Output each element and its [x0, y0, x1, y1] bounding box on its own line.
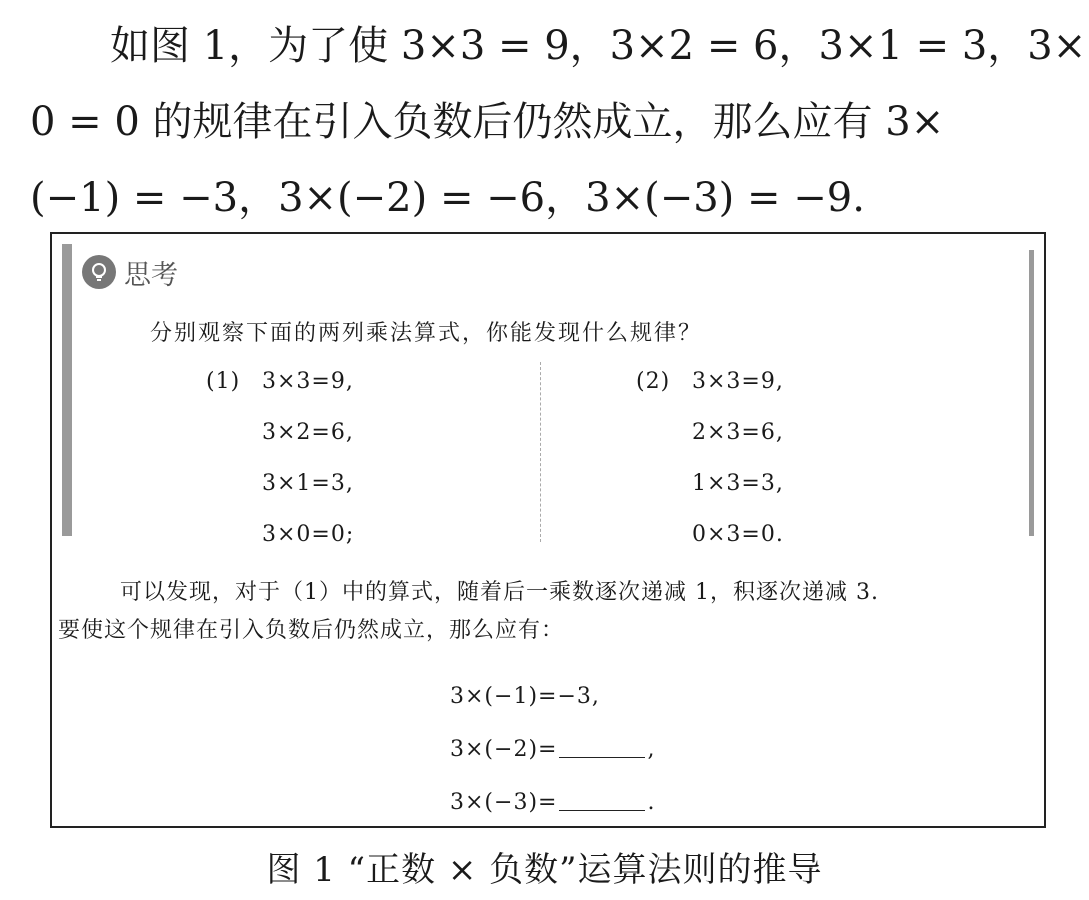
intro-line-2: 0 = 0 的规律在引入负数后仍然成立，那么应有 3× — [30, 99, 945, 145]
column-1-label: (1) — [206, 369, 241, 394]
column-2-equation: 3×3=9, — [692, 369, 784, 394]
equation-3 — [450, 776, 655, 829]
column-1-row — [206, 407, 354, 458]
column-2-equation: 0×3=0. — [692, 522, 784, 547]
column-1-equation: 3×0=0; — [262, 522, 355, 547]
intro-paragraph — [30, 8, 1087, 236]
column-1 — [206, 356, 354, 560]
equation-2-suffix: , — [647, 737, 656, 762]
column-1-row — [206, 356, 354, 407]
column-2-row — [636, 407, 784, 458]
equation-2-prefix: 3×(−2)= — [450, 737, 558, 762]
column-1-equation: 3×3=9, — [262, 369, 354, 394]
figure-box — [50, 232, 1046, 828]
equation-3-suffix: . — [647, 790, 656, 815]
column-1-row — [206, 458, 354, 509]
column-2-equation: 2×3=6, — [692, 420, 784, 445]
answer-blank[interactable] — [559, 788, 645, 811]
column-2-label: (2) — [636, 369, 671, 394]
column-2-equation: 1×3=3, — [692, 471, 784, 496]
column-2 — [636, 356, 784, 560]
panel-right-bar — [1029, 250, 1034, 536]
column-divider — [540, 362, 541, 542]
column-1-equation: 3×1=3, — [262, 471, 354, 496]
discovery-line-2: 要使这个规律在引入负数后仍然成立，那么应有： — [58, 618, 565, 643]
intro-line-3: (−1) = −3，3×(−2) = −6，3×(−3) = −9. — [30, 175, 865, 221]
think-panel — [62, 244, 1034, 547]
equation-1: 3×(−1)=−3, — [450, 684, 600, 709]
discovery-text — [58, 574, 1042, 650]
discovery-line-1: 可以发现，对于（1）中的算式，随着后一乘数逐次递减 1，积逐次递减 3. — [120, 580, 879, 605]
lightbulb-icon — [82, 255, 116, 289]
equation-list — [450, 670, 655, 829]
intro-line-1: 如图 1，为了使 3×3 = 9，3×2 = 6，3×1 = 3，3× — [110, 23, 1087, 69]
answer-blank[interactable] — [559, 735, 645, 758]
column-2-row — [636, 458, 784, 509]
column-2-row — [636, 509, 784, 560]
panel-left-bar — [62, 244, 72, 536]
think-header — [82, 252, 178, 292]
column-1-equation: 3×2=6, — [262, 420, 354, 445]
figure-caption: 图 1 “正数 × 负数”运算法则的推导 — [266, 850, 823, 890]
equation-2 — [450, 723, 655, 776]
think-question: 分别观察下面的两列乘法算式，你能发现什么规律？ — [150, 321, 703, 346]
column-1-row — [206, 509, 354, 560]
equation-3-prefix: 3×(−3)= — [450, 790, 558, 815]
think-title: 思考 — [124, 259, 178, 291]
column-2-row — [636, 356, 784, 407]
